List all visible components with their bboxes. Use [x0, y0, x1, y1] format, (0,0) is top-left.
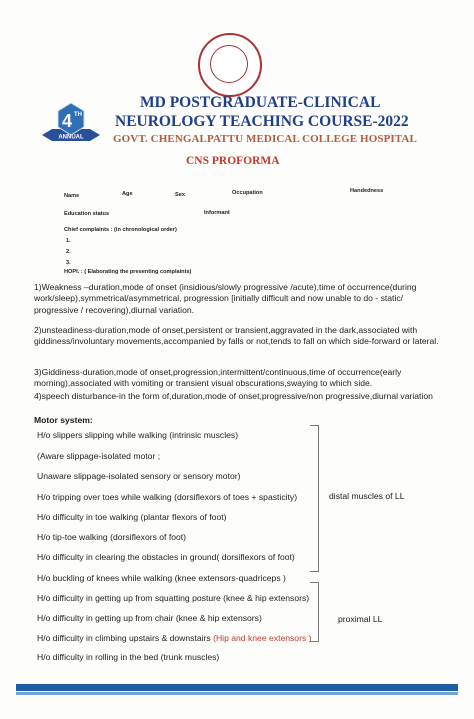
annual-badge — [38, 101, 104, 151]
paragraph-speech: 4)speech disturbance-in the form of,duration,mode of onset,progressive/non progressive,diurnal variation — [34, 391, 433, 401]
field-informant: Informant — [204, 210, 230, 216]
distal-brace — [310, 425, 319, 572]
badge-number: 4 — [61, 111, 73, 131]
course-title-line1: MD POSTGRADUATE-CLINICAL — [140, 94, 381, 111]
proximal-brace — [310, 582, 319, 642]
field-chief-complaints: Chief complaints : (in chronological order) — [64, 227, 177, 233]
group-label-distal: distal muscles of LL — [329, 491, 405, 501]
field-education: Education status — [64, 211, 110, 217]
paragraph-unsteadiness: 2)unsteadiness-duration,mode of onset,persistent or transient,aggravated in the dark,associated with giddiness/involuntary movements,accompanied by falls or not,tends to fall on which side-forward or lateral. — [34, 325, 439, 347]
footer-bar-light — [16, 692, 458, 695]
hospital-name: GOVT. CHENGALPATTU MEDICAL COLLEGE HOSPITAL — [113, 133, 417, 145]
course-title-line2: NEUROLOGY TEACHING COURSE-2022 — [115, 113, 409, 130]
college-seal — [198, 33, 262, 97]
paragraph-weakness: 1)Weakness –duration,mode of onset (insidious/slowly progressive /acute),time of occurrence(during work/sleep),symmetrical/asymmetrical, progression [initially difficult and now unable to do - static/ progressive / recovering),diurnal variation. — [34, 282, 417, 315]
field-sex: Sex — [175, 192, 185, 198]
complaint-number: 2. — [66, 249, 71, 255]
motor-system-heading: Motor system: — [34, 415, 93, 425]
motor-item: (Aware slippage-isolated motor ; — [37, 451, 161, 461]
motor-item: H/o tripping over toes while walking (dorsiflexors of toes + spasticity) — [37, 492, 298, 502]
badge-suffix: TH — [74, 112, 82, 118]
motor-item: H/o tip-toe walking (dorsiflexors of foot) — [37, 532, 187, 542]
field-name: Name — [64, 193, 80, 199]
footer-bar — [16, 684, 458, 691]
complaint-number: 3. — [66, 260, 71, 266]
highlighted-note: (Hip and knee extensors ) — [213, 633, 312, 643]
proforma-title: CNS PROFORMA — [186, 155, 280, 167]
field-hopi: HOPI. : ( Elaborating the presenting complaints) — [64, 269, 192, 275]
complaint-number: 1. — [66, 238, 71, 244]
motor-item: H/o difficulty in getting up from squatting posture (knee & hip extensors) — [37, 593, 310, 603]
motor-item-climbing — [37, 633, 312, 643]
field-handedness: Handedness — [350, 188, 384, 194]
paragraph-giddiness: 3)Giddiness-duration,mode of onset,progression,intermittent/continuous,time of occurrence(early morning),associated with vomiting or transient visual obscurations,swaying to which side. — [34, 367, 402, 389]
field-age: Age — [122, 191, 133, 197]
motor-item-text: H/o difficulty in climbing upstairs & downstairs — [37, 633, 214, 643]
field-occupation: Occupation — [232, 190, 263, 196]
motor-item: H/o difficulty in rolling in the bed (trunk muscles) — [37, 652, 220, 662]
motor-item: H/o difficulty in toe walking (plantar flexors of foot) — [37, 512, 227, 522]
motor-item: H/o slippers slipping while walking (intrinsic muscles) — [37, 430, 239, 440]
badge-label: ANNUAL — [58, 134, 84, 141]
motor-item: Unaware slippage-isolated sensory or sensory motor) — [37, 471, 241, 481]
motor-item: H/o difficulty in getting up from chair (knee & hip extensors) — [37, 613, 262, 623]
motor-item: H/o buckling of knees while walking (knee extensors-quadriceps ) — [37, 573, 286, 583]
group-label-proximal: proximal LL — [338, 614, 383, 624]
motor-item: H/o difficulty in clearing the obstacles in ground( dorsiflexors of foot) — [37, 552, 295, 562]
